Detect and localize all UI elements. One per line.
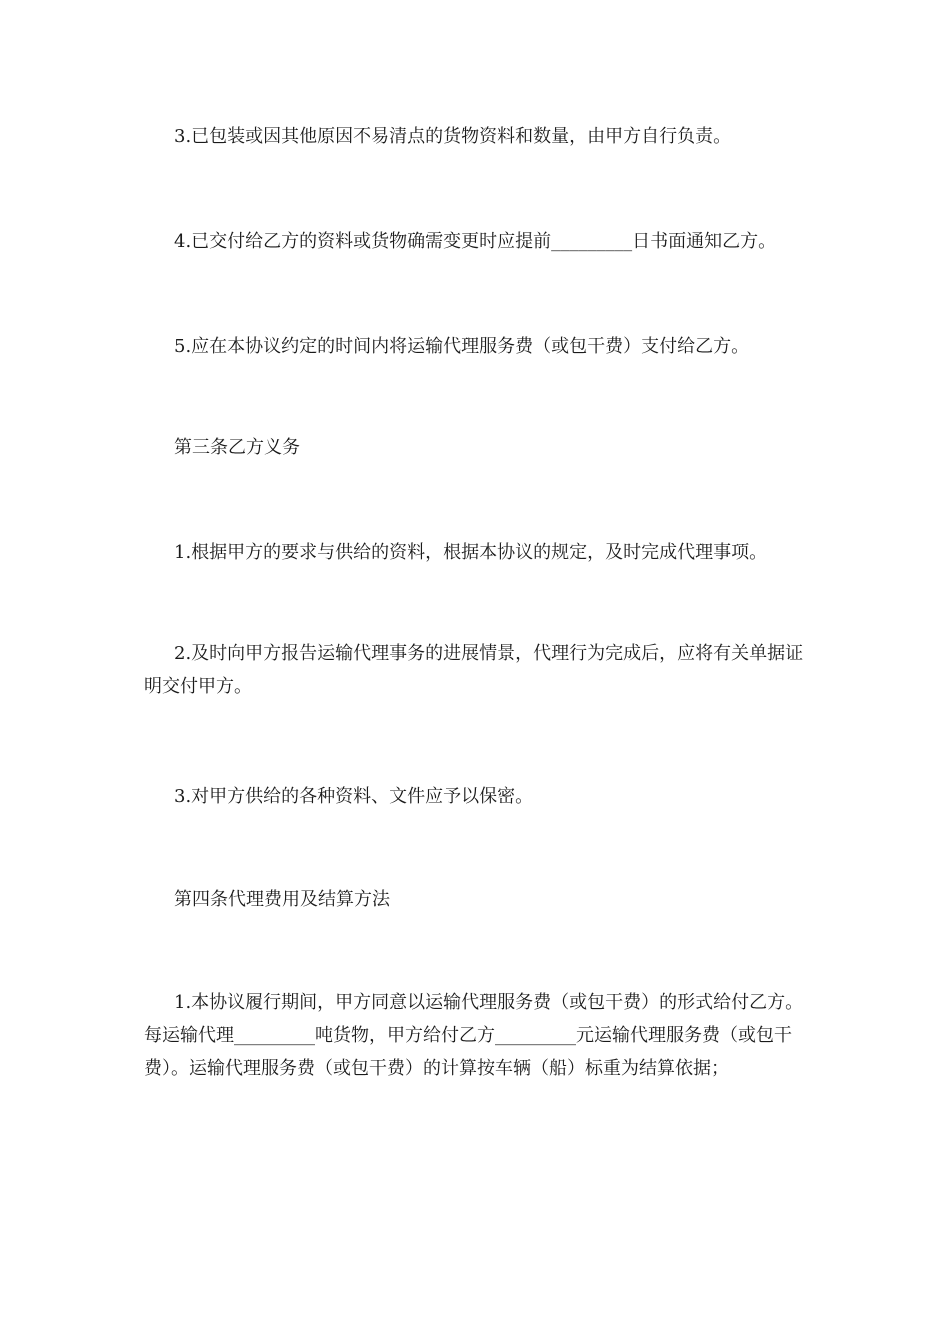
clause-2-item-5: 5.应在本协议约定的时间内将运输代理服务费（或包干费）支付给乙方。 [174,336,750,357]
clause-2-item-4: 4.已交付给乙方的资料或货物确需变更时应提前_________日书面通知乙方。 [174,231,777,252]
clause-3-item-2: 2.及时向甲方报告运输代理事务的进展情景，代理行为完成后，应将有关单据证明交付甲方。 [144,643,804,697]
clause-4-heading: 第四条代理费用及结算方法 [174,889,390,910]
clause-3-item-1: 1.根据甲方的要求与供给的资料，根据本协议的规定，及时完成代理事项。 [174,542,768,563]
clause-2-item-3: 3.已包装或因其他原因不易清点的货物资料和数量，由甲方自行负责。 [174,126,732,147]
clause-3-heading: 第三条乙方义务 [174,437,300,458]
clause-4-item-1: 1.本协议履行期间，甲方同意以运输代理服务费（或包干费）的形式给付乙方。每运输代理_________吨货物，甲方给付乙方_________元运输代理服务费（或包干费）。运输代理服务费（或包干费）的计算按车辆（船）标重为结算依据； [144,992,804,1079]
clause-3-item-3: 3.对甲方供给的各种资料、文件应予以保密。 [174,786,534,807]
